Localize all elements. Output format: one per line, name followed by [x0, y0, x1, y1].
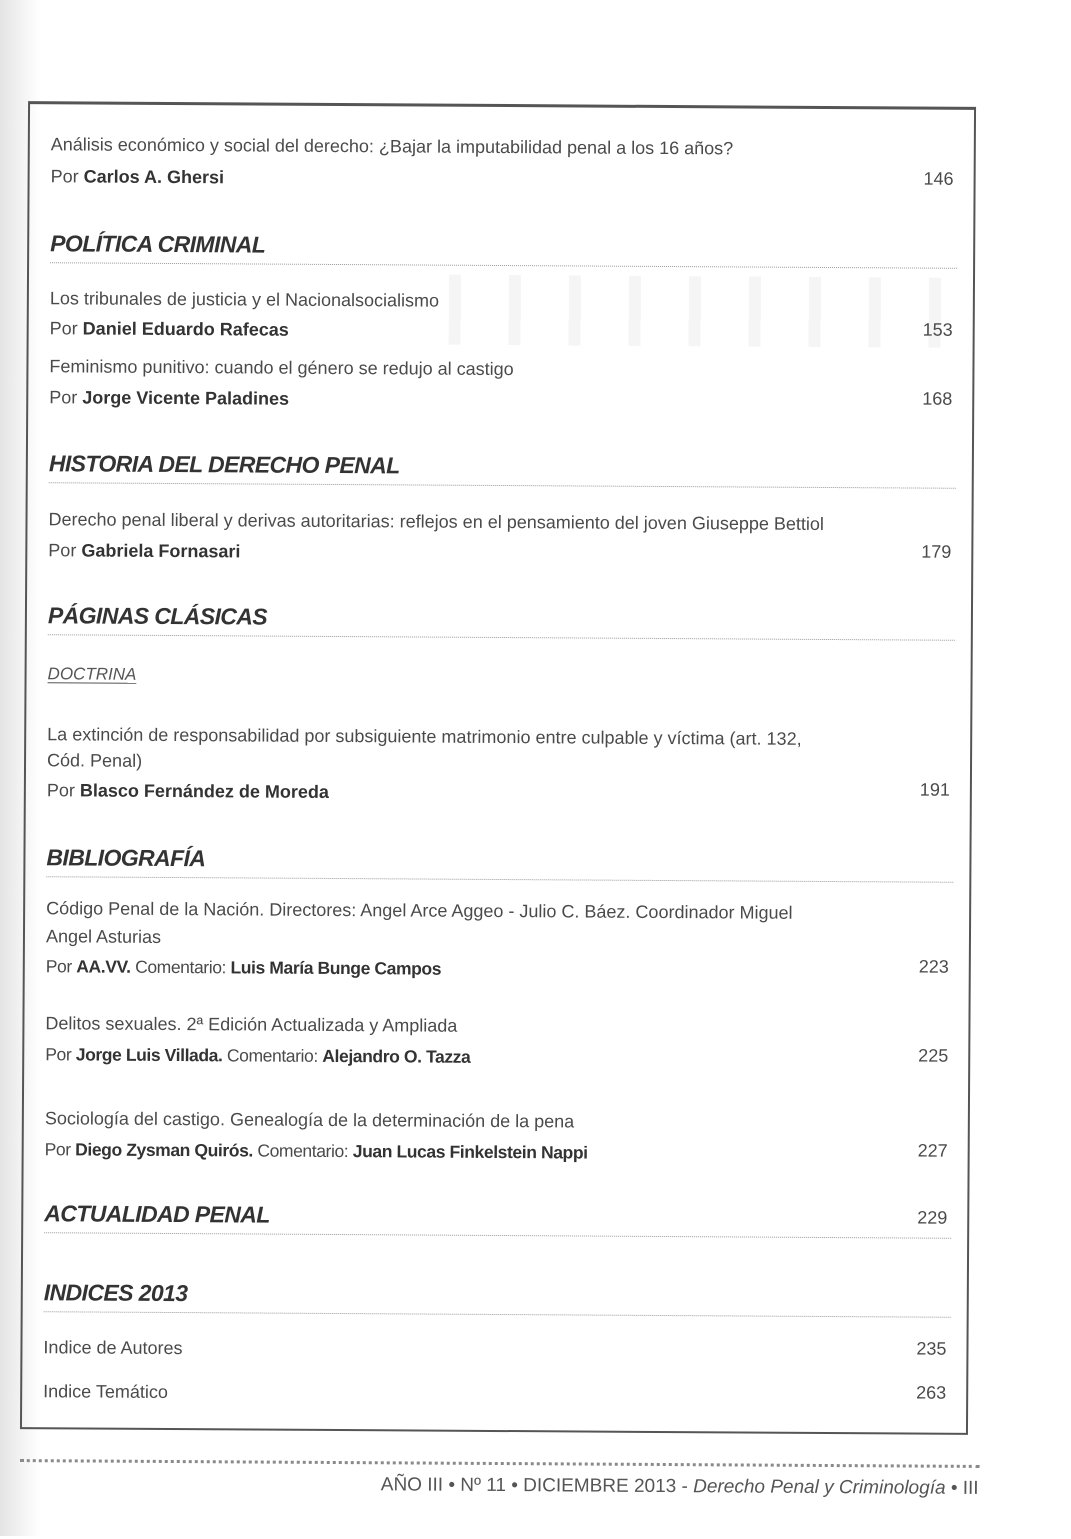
toc-entry-byline — [45, 1135, 588, 1166]
page-number[interactable]: 229 — [917, 1207, 948, 1228]
section-heading-text: ACTUALIDAD PENAL — [44, 1200, 270, 1228]
byline-prefix: Por — [49, 387, 78, 408]
table-of-contents-box — [20, 101, 976, 1435]
byline-prefix: Por — [50, 166, 79, 187]
toc-entry-byline — [49, 383, 289, 412]
toc-entry-title[interactable]: Feminismo punitivo: cuando el género se redujo al castigo — [49, 356, 514, 380]
section-heading-historia-derecho-penal[interactable]: HISTORIA DEL DERECHO PENAL — [49, 448, 956, 489]
subsection-doctrina[interactable]: DOCTRINA — [47, 664, 137, 684]
page-footer — [381, 1474, 979, 1500]
section-heading-bibliografia[interactable]: BIBLIOGRAFÍA — [46, 842, 953, 883]
byline-prefix: Por — [49, 318, 78, 339]
toc-entry-title[interactable]: Los tribunales de justicia y el Nacionalsocialismo — [49, 288, 440, 311]
footer-issue: AÑO III • Nº 11 • DICIEMBRE 2013 - — [380, 1474, 694, 1498]
section-heading-paginas-clasicas[interactable]: PÁGINAS CLÁSICAS — [48, 600, 955, 641]
page-number[interactable]: 227 — [917, 1140, 948, 1161]
page-number[interactable]: 168 — [922, 388, 953, 409]
page-number[interactable]: 225 — [918, 1045, 949, 1066]
page-number[interactable]: 153 — [922, 319, 953, 340]
toc-entry-byline — [51, 162, 225, 191]
page-number[interactable]: 223 — [918, 956, 949, 977]
commentator-name: Alejandro O. Tazza — [322, 1045, 471, 1067]
author-name: Jorge Luis Villada. — [75, 1044, 223, 1066]
commentator-name: Luis María Bunge Campos — [230, 957, 442, 979]
toc-entry-title[interactable]: Sociología del castigo. Genealogía de la determinación de la pena — [44, 1108, 575, 1132]
toc-entry-byline — [46, 952, 441, 982]
toc-entry-byline — [47, 776, 329, 806]
author-name: Gabriela Fornasari — [81, 540, 241, 562]
show-through-ghost — [449, 275, 969, 348]
toc-entry-title[interactable]: Código Penal de la Nación. Directores: Angel Arce Aggeo - Julio C. Báez. Coordinador Miguel — [46, 898, 793, 923]
byline-prefix: Por — [46, 780, 75, 801]
toc-entry-title[interactable]: La extinción de responsabilidad por subsiguiente matrimonio entre culpable y víctima (art. 132, — [47, 724, 802, 749]
toc-entry-title[interactable]: Delitos sexuales. 2ª Edición Actualizada y Ampliada — [45, 1013, 458, 1036]
toc-entry-title[interactable]: Indice de Autores — [43, 1337, 183, 1359]
comment-label: Comentario: — [257, 1140, 349, 1162]
byline-prefix: Por — [45, 956, 72, 977]
toc-entry-byline — [45, 1040, 470, 1071]
toc-entry-title-continued[interactable]: Cód. Penal) — [46, 750, 143, 771]
section-heading-indices-2013[interactable]: INDICES 2013 — [44, 1277, 951, 1318]
page-number[interactable]: 179 — [921, 541, 952, 562]
footer-folio: • III — [945, 1477, 979, 1499]
page-number[interactable]: 146 — [923, 168, 954, 189]
toc-entry-title-continued[interactable]: Angel Asturias — [45, 926, 162, 947]
byline-prefix: Por — [45, 1044, 72, 1065]
author-name: Blasco Fernández de Moreda — [79, 780, 330, 802]
footer-journal-title: Derecho Penal y Criminología — [693, 1476, 946, 1499]
footer-divider — [20, 1459, 980, 1468]
section-heading-actualidad-penal[interactable] — [44, 1198, 951, 1239]
toc-entry-title[interactable]: Derecho penal liberal y derivas autoritarias: reflejos en el pensamiento del joven Giuseppe Bettiol — [48, 509, 825, 534]
author-name: Diego Zysman Quirós. — [75, 1139, 253, 1161]
toc-entry-title[interactable]: Análisis económico y social del derecho: ¿Bajar la imputabilidad penal a los 16 años? — [50, 134, 734, 159]
byline-prefix: Por — [48, 540, 77, 561]
page-number[interactable]: 235 — [916, 1338, 947, 1359]
author-name: Carlos A. Ghersi — [83, 166, 225, 188]
page-number[interactable]: 263 — [916, 1382, 947, 1403]
toc-entry-byline — [50, 314, 289, 343]
comment-label: Comentario: — [135, 956, 227, 978]
author-name: Jorge Vicente Paladines — [82, 387, 290, 409]
comment-label: Comentario: — [226, 1045, 318, 1066]
section-heading-politica-criminal[interactable]: POLÍTICA CRIMINAL — [50, 228, 957, 269]
toc-entry-byline — [48, 536, 240, 565]
author-name: AA.VV. — [76, 956, 131, 977]
author-name: Daniel Eduardo Rafecas — [82, 318, 289, 340]
toc-entry-title[interactable]: Indice Temático — [43, 1381, 168, 1402]
byline-prefix: Por — [44, 1139, 71, 1160]
page-number[interactable]: 191 — [919, 779, 950, 800]
commentator-name: Juan Lucas Finkelstein Nappi — [352, 1141, 588, 1163]
